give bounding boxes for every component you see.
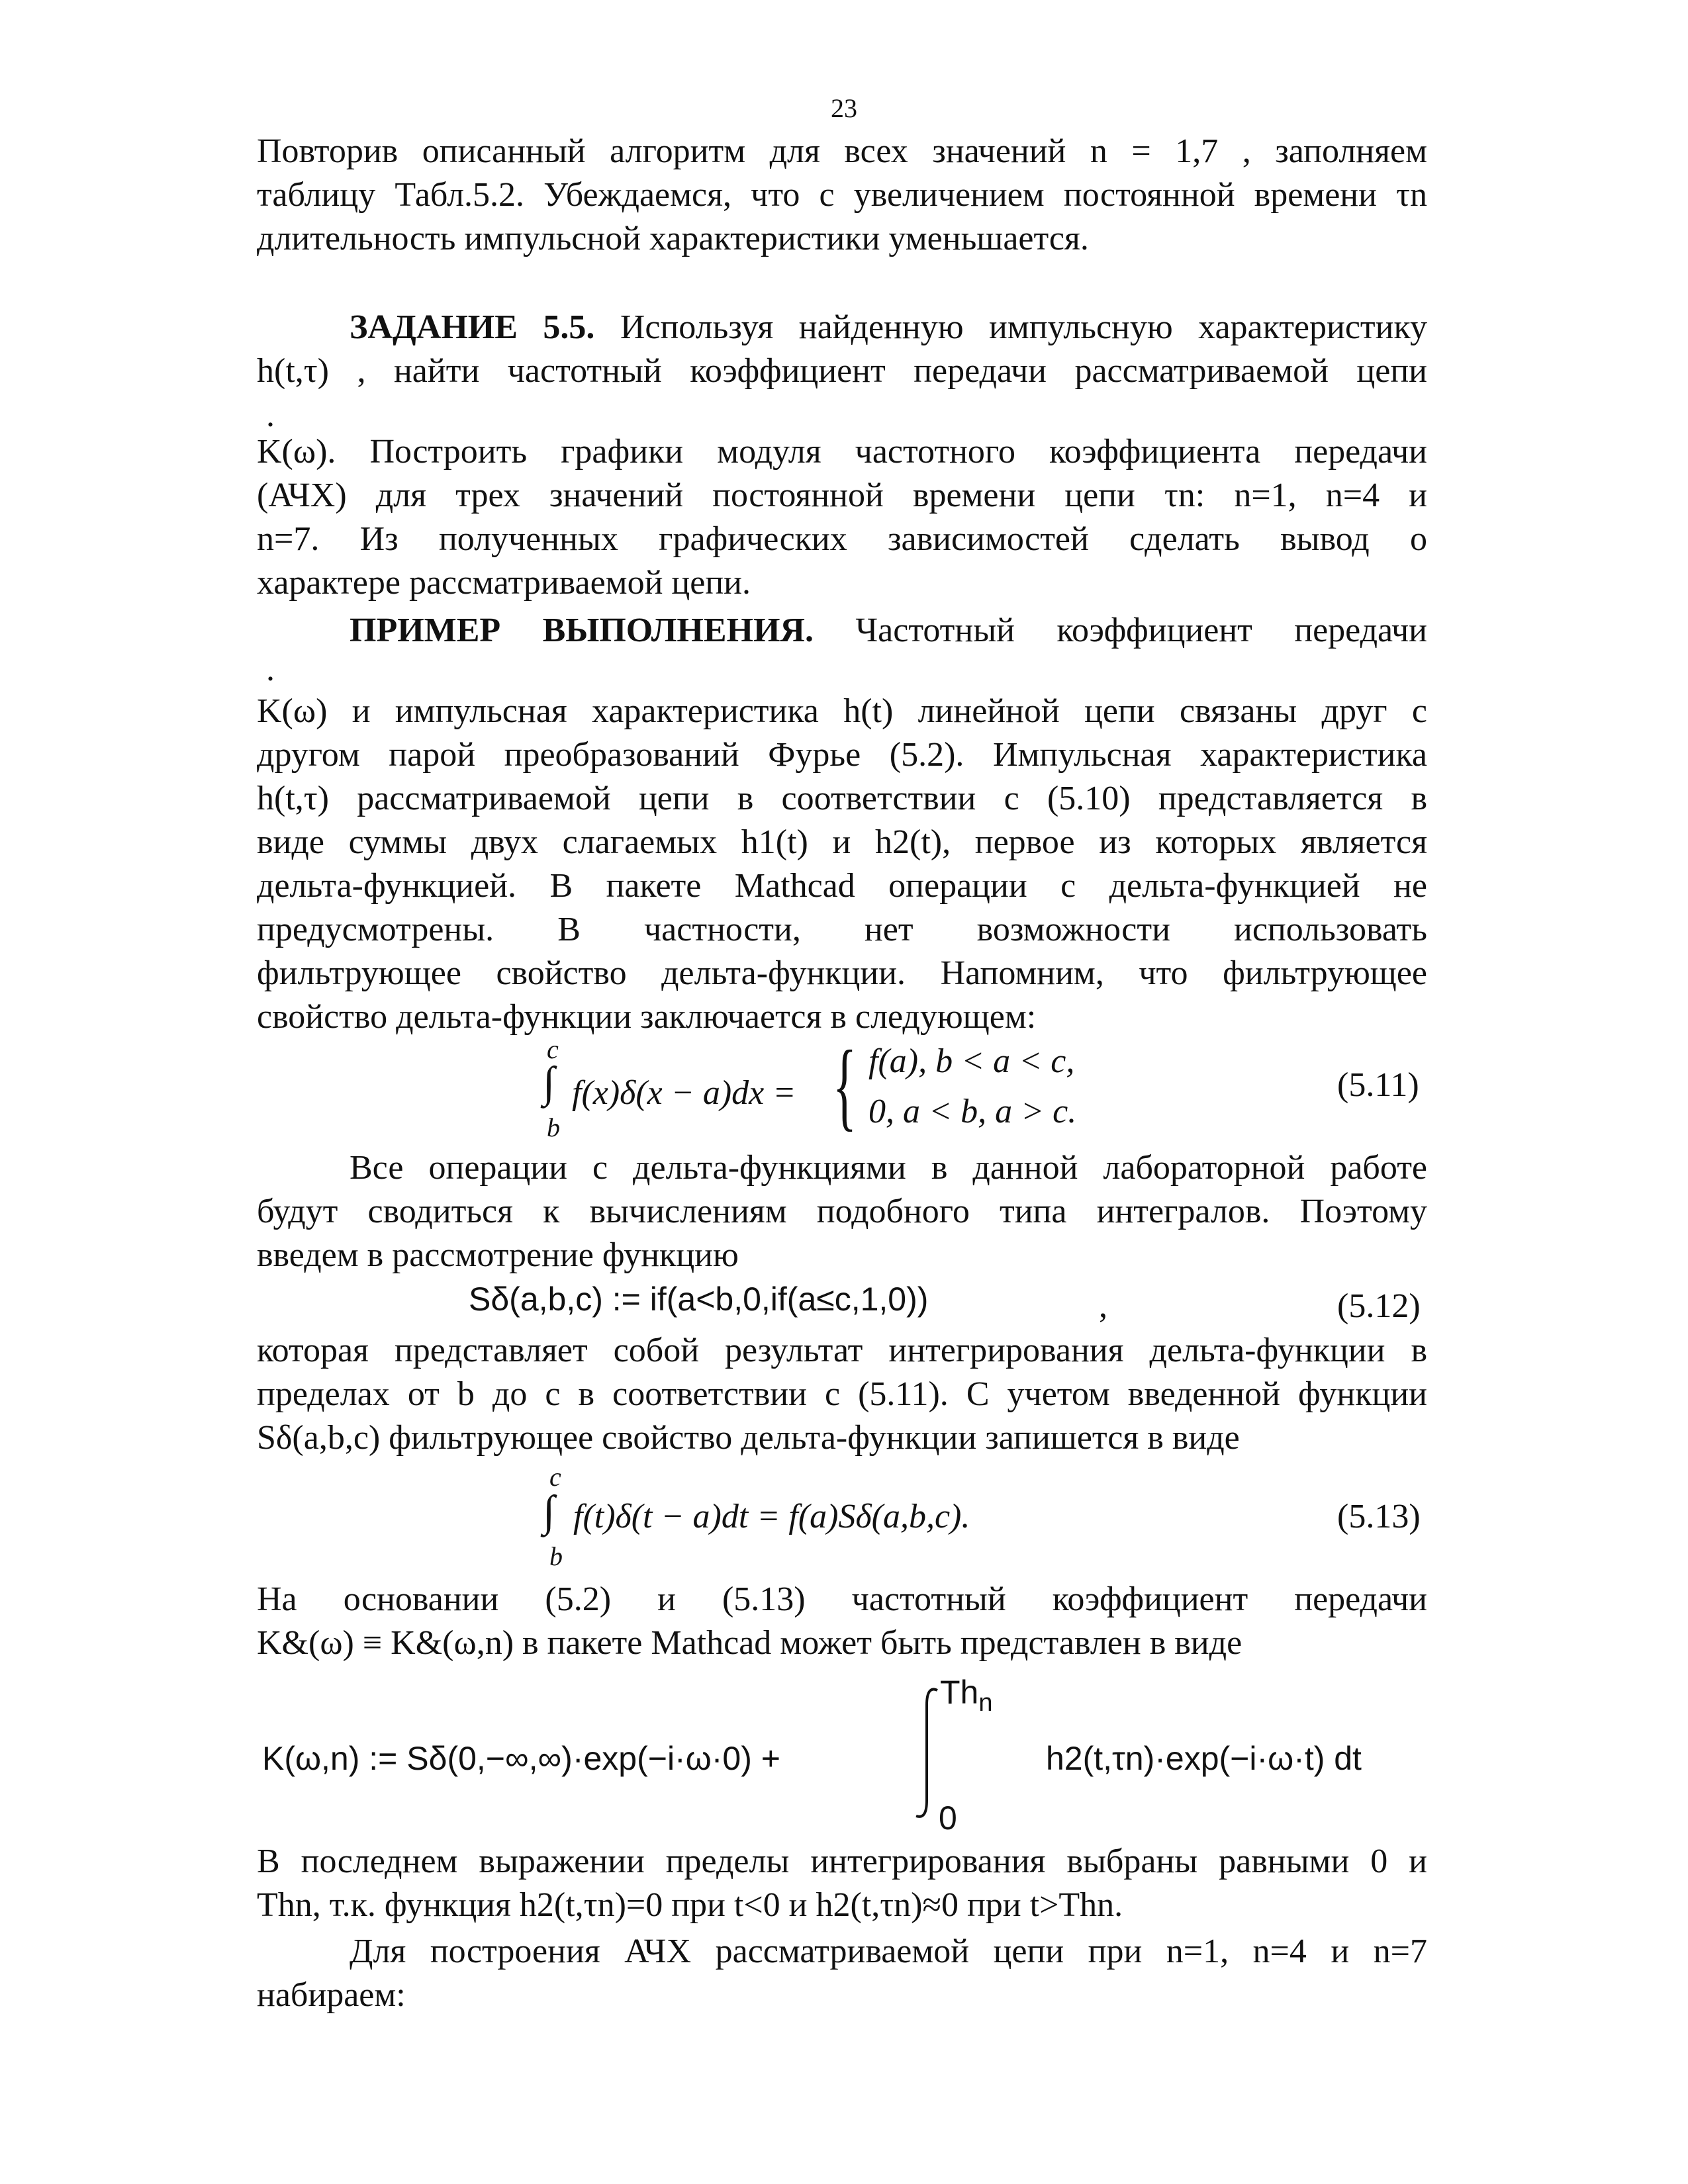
text-line: фильтрующее свойство дельта-функции. Напомним, что фильтрующее	[257, 954, 1427, 992]
integral-lower-limit: b	[547, 1113, 560, 1142]
integral-sign-icon: ∫	[543, 1058, 555, 1107]
text-line: Thn, т.к. функция h2(t,τn)=0 при t<0 и h2(t,τn)≈0 при t>Thn.	[257, 1886, 1123, 1924]
mathcad-definition: Sδ(a,b,c) := if(a<b,0,if(a≤c,1,0))	[469, 1281, 929, 1318]
text-line: будут сводиться к вычислениям подобного типа интегралов. Поэтому	[257, 1193, 1427, 1230]
upper-limit-main: Th	[940, 1674, 979, 1711]
text-line: предусмотрены. В частности, нет возможности использовать	[257, 911, 1427, 948]
text-line: виде суммы двух слагаемых h1(t) и h2(t), первое из которых является	[257, 823, 1427, 861]
upper-limit-subscript: n	[978, 1689, 993, 1717]
text-line: дельта-функцией. В пакете Mathcad операции с дельта-функцией не	[257, 867, 1427, 905]
text-line: Повторив описанный алгоритм для всех значений n = 1,7 , заполняем	[257, 132, 1427, 170]
text-line: n=7. Из полученных графических зависимостей сделать вывод о	[257, 520, 1427, 558]
paragraph-7	[257, 1930, 1427, 2017]
page-number: 23	[831, 93, 857, 123]
text-line: Все операции с дельта-функциями в данной лабораторной работе	[350, 1149, 1427, 1187]
text-line: длительность импульсной характеристики уменьшается.	[257, 220, 1089, 257]
text-line: свойство дельта-функции заключается в следующем:	[257, 998, 1037, 1036]
mathcad-lhs: K(ω,n) := Sδ(0,−∞,∞)·exp(−i·ω·0) +	[262, 1740, 780, 1777]
text-line: В последнем выражении пределы интегрирования выбраны равными 0 и	[257, 1843, 1427, 1880]
text-line: другом парой преобразований Фурье (5.2). Импульсная характеристика	[257, 736, 1427, 774]
case-2: 0, a < b, a > c.	[868, 1093, 1077, 1130]
task-heading: ЗАДАНИЕ 5.5.	[350, 308, 595, 346]
text-line: K&(ω) ≡ K&(ω,n) в пакете Mathcad может быть представлен в виде	[257, 1624, 1243, 1662]
integral-expression: f(x)δ(x − a)dx =	[572, 1074, 796, 1112]
text-line: характере рассматриваемой цепи.	[257, 564, 751, 602]
case-1: f(a), b < a < c,	[868, 1042, 1075, 1080]
text-line: K(ω) и импульсная характеристика h(t) линейной цепи связаны друг с	[257, 692, 1427, 730]
text-line: h(t,τ) рассматриваемой цепи в соответствии с (5.10) представляется в	[257, 780, 1427, 817]
integral-expression: h2(t,τn)·exp(−i·ω·t) dt	[1046, 1740, 1362, 1777]
text-line: пределах от b до c в соответствии с (5.11). С учетом введенной функции	[257, 1375, 1427, 1413]
equation-label: (5.12)	[1337, 1287, 1421, 1325]
integral-sign-icon: ∫	[543, 1487, 555, 1535]
example-intro: Частотный коэффициент передачи	[855, 612, 1428, 649]
text-line: Для построения АЧХ рассматриваемой цепи при n=1, n=4 и n=7	[350, 1933, 1427, 1970]
integral-lower-limit: b	[549, 1541, 563, 1571]
text-line: таблицу Табл.5.2. Убеждаемся, что с увеличением постоянной времени τn	[257, 176, 1427, 214]
integral-lower-limit: 0	[939, 1799, 957, 1837]
integral-expression: f(t)δ(t − a)dt = f(a)Sδ(a,b,c).	[573, 1498, 970, 1535]
integral-upper-limit: c	[549, 1462, 561, 1492]
text-line: введем в рассмотрение функцию	[257, 1236, 739, 1274]
text-line: Sδ(a,b,c) фильтрующее свойство дельта-функции запишется в виде	[257, 1419, 1240, 1457]
text-line: На основании (5.2) и (5.13) частотный коэффициент передачи	[257, 1580, 1427, 1618]
equation-label: (5.13)	[1337, 1498, 1421, 1535]
dot-accent: .	[266, 651, 275, 688]
dot-accent: .	[266, 396, 275, 434]
text-line: K(ω). Построить графики модуля частотного коэффициента передачи	[257, 433, 1427, 471]
comma: ,	[1099, 1287, 1107, 1325]
text-line: набираем:	[257, 1976, 406, 2014]
text-line: h(t,τ) , найти частотный коэффициент передачи рассматриваемой цепи	[257, 352, 1427, 390]
text-line: (АЧХ) для трех значений постоянной времени цепи τn: n=1, n=4 и	[257, 477, 1427, 514]
left-brace-icon: {	[833, 1030, 857, 1140]
example-heading: ПРИМЕР ВЫПОЛНЕНИЯ.	[350, 612, 814, 649]
task-intro: Используя найденную импульсную характеристику	[620, 308, 1427, 346]
equation-label: (5.11)	[1337, 1066, 1419, 1104]
paragraph-6	[257, 1840, 1427, 1927]
text-line: которая представляет собой результат интегрирования дельта-функции в	[257, 1332, 1427, 1369]
integral-upper-limit: c	[547, 1034, 559, 1064]
